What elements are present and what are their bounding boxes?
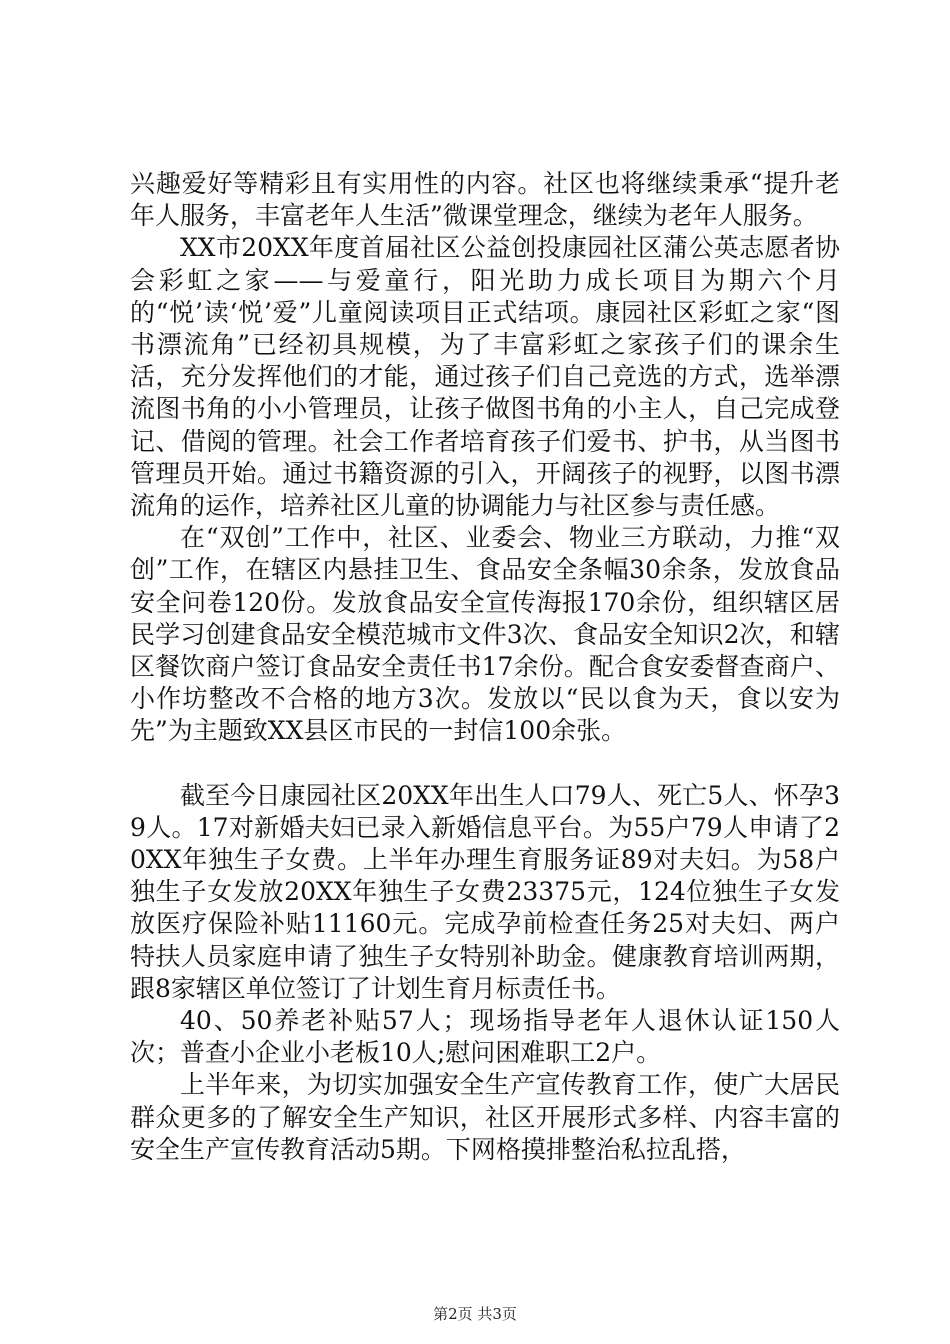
page-footer: 第2页 共3页 <box>433 1305 517 1323</box>
paragraph-senior-services: 兴趣爱好等精彩且有实用性的内容。社区也将继续秉承“提升老年人服务，丰富老年人生活”微课堂理念，继续为老年人服务。 <box>130 169 840 231</box>
paragraph-pension: 40、50养老补贴57人；现场指导老年人退休认证150人次；普查小企业小老板10人;慰问困难职工2户。 <box>130 1006 840 1068</box>
paragraph-safety: 上半年来，为切实加强安全生产宣传教育工作，使广大居民群众更多的了解安全生产知识，社区开展形式多样、内容丰富的安全生产宣传教育活动5期。下网格摸排整治私拉乱搭， <box>130 1070 840 1164</box>
paragraph-population: 截至今日康园社区20XX年出生人口79人、死亡5人、怀孕39人。17对新婚夫妇已录入新婚信息平台。为55户79人申请了20XX年独生子女费。上半年办理生育服务证89对夫妇。为58户独生子女发放20XX年独生子女费23375元，124位独生子女发放医疗保险补贴11160元。完成孕前检查任务25对夫妇、两户特扶人员家庭申请了独生子女特别补助金。健康教育培训两期，跟8家辖区单位签订了计划生育月标责任书。 <box>130 780 840 1003</box>
paragraph-double-creation: 在“双创”工作中，社区、业委会、物业三方联动，力推“双创”工作，在辖区内悬挂卫生、食品安全条幅30余条，发放食品安全问卷120份。发放食品安全宣传海报170余份，组织辖区居民学习创建食品安全模范城市文件3次、食品安全知识2次，和辖区餐饮商户签订食品安全责任书17余份。配合食安委督查商户、小作坊整改不合格的地方3次。发放以“民以食为天，食以安为先”为主题致XX县区市民的一封信100余张。 <box>130 523 840 746</box>
document-body <box>130 168 840 1166</box>
paragraph-gap <box>130 748 840 780</box>
paragraph-rainbow-home: XX市20XX年度首届社区公益创投康园社区蒲公英志愿者协会彩虹之家——与爱童行，阳光助力成长项目为期六个月的“悦’读‘悦’爱”儿童阅读项目正式结项。康园社区彩虹之家“图书漂流角”已经初具规模，为了丰富彩虹之家孩子们的课余生活，充分发挥他们的才能，通过孩子们自己竞选的方式，选举漂流图书角的小小管理员，让孩子做图书角的小主人，自己完成登记、借阅的管理。社会工作者培育孩子们爱书、护书，从当图书管理员开始。通过书籍资源的引入，开阔孩子的视野，以图书漂流角的运作，培养社区儿童的协调能力与社区参与责任感。 <box>130 233 840 521</box>
